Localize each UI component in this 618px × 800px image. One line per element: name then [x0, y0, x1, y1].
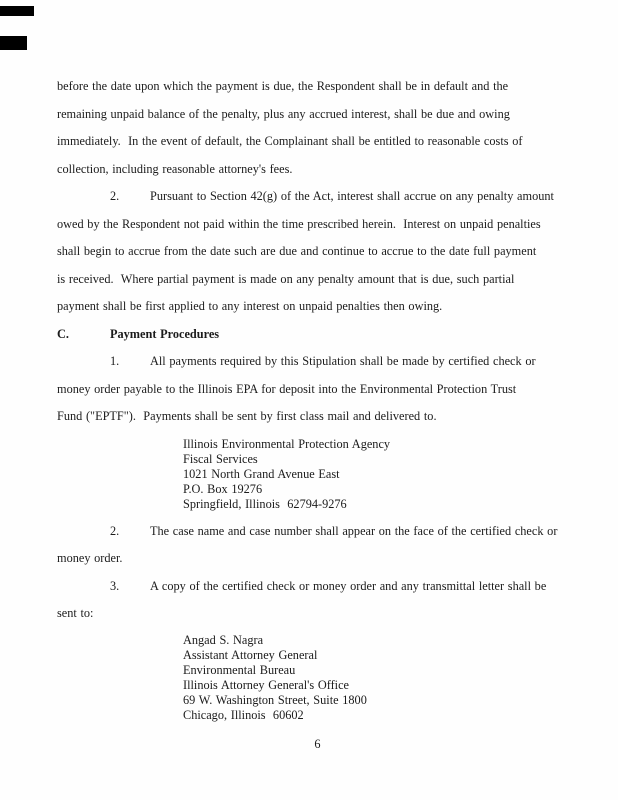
body-line: [57, 183, 578, 211]
paragraph-number: 1.: [110, 354, 120, 368]
body-line: payment shall be first applied to any interest on unpaid penalties then owing.: [57, 299, 443, 313]
address-line: Assistant Attorney General: [183, 647, 318, 662]
body-line: sent to:: [57, 606, 94, 620]
section-letter: C.: [57, 326, 69, 341]
body-line: shall begin to accrue from the date such are due and continue to accrue to the date full payment: [57, 244, 537, 258]
body-line: is received. Where partial payment is made on any penalty amount that is due, such partial: [57, 271, 515, 286]
body-line: [57, 348, 578, 376]
address-line: 69 W. Washington Street, Suite 1800: [183, 692, 367, 707]
body-line: immediately. In the event of default, the Complainant shall be entitled to reasonable costs of: [57, 134, 523, 148]
address-line: 1021 North Grand Avenue East: [183, 466, 340, 481]
body-text: A copy of the certified check or money order and any transmittal letter shall be: [150, 578, 547, 593]
address-line: Environmental Bureau: [183, 662, 296, 677]
address-line: Fiscal Services: [183, 451, 258, 466]
body-line: money order payable to the Illinois EPA for deposit into the Environmental Protection Trust: [57, 381, 517, 396]
body-line: money order.: [57, 551, 123, 565]
scan-artifact-mark: [0, 6, 34, 16]
section-title: Payment Procedures: [110, 326, 220, 341]
paragraph-payments: [57, 348, 578, 431]
paragraph-casename: [57, 518, 578, 573]
body-text: All payments required by this Stipulation shall be made by certified check or: [150, 354, 536, 368]
paragraph-number: 2.: [110, 189, 120, 203]
body-line: remaining unpaid balance of the penalty, plus any accrued interest, shall be due and owing: [57, 106, 510, 121]
paragraph-default: [57, 73, 578, 183]
body-line: [57, 518, 578, 546]
paragraph-interest: [57, 183, 578, 321]
address-line: Springfield, Illinois 62794-9276: [183, 496, 347, 511]
body-line: owed by the Respondent not paid within the time prescribed herein. Interest on unpaid penalties: [57, 216, 541, 231]
address-block-attorney-general: [183, 633, 578, 723]
paragraph-copy: [57, 573, 578, 628]
address-block-epa: [183, 437, 578, 512]
address-line: Chicago, Illinois 60602: [183, 707, 304, 722]
body-line: [57, 573, 578, 601]
body-text: Pursuant to Section 42(g) of the Act, interest shall accrue on any penalty amount: [150, 189, 554, 203]
paragraph-number: 2.: [110, 523, 120, 538]
scan-artifact-mark: [0, 36, 27, 50]
section-heading-payment-procedures: [57, 321, 578, 349]
body-line: Fund ("EPTF"). Payments shall be sent by first class mail and delivered to.: [57, 409, 437, 423]
address-line: P.O. Box 19276: [183, 481, 263, 496]
address-line: Illinois Attorney General's Office: [183, 677, 349, 692]
paragraph-number: 3.: [110, 578, 120, 593]
address-line: Angad S. Nagra: [183, 632, 264, 647]
body-line: before the date upon which the payment is due, the Respondent shall be in default and the: [57, 79, 509, 93]
address-line: Illinois Environmental Protection Agency: [183, 436, 391, 451]
body-text: The case name and case number shall appear on the face of the certified check or: [150, 523, 558, 538]
page-number: 6: [314, 736, 321, 751]
body-line: collection, including reasonable attorney's fees.: [57, 161, 293, 176]
